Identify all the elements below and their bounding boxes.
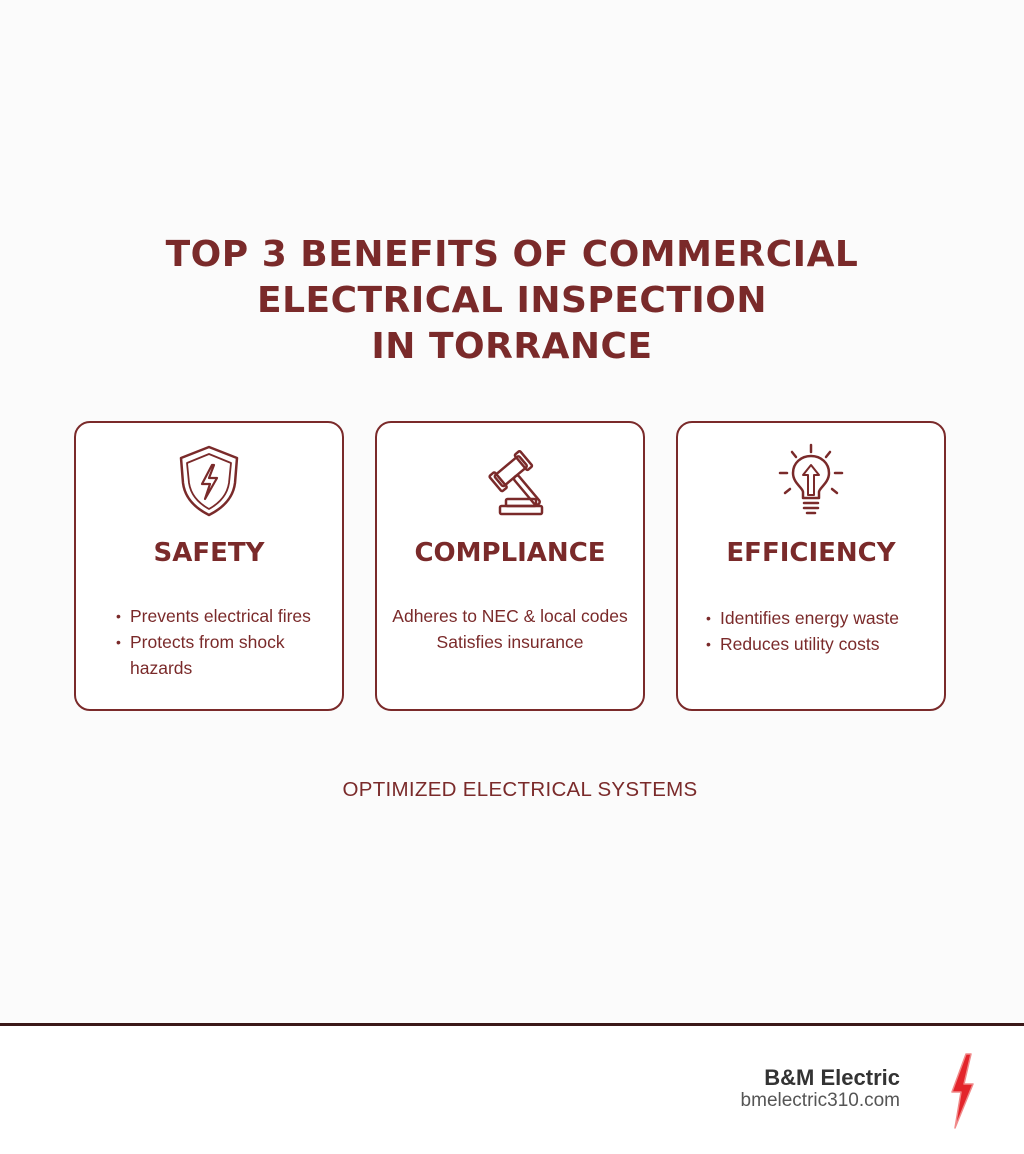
card-heading-safety: SAFETY [153,538,265,568]
lightning-bolt-icon [946,1052,978,1130]
list-item: • Protects from shock hazards [116,629,326,681]
benefit-card-efficiency [676,421,946,711]
card-heading-efficiency: EFFICIENCY [726,538,896,568]
title-line-3: IN TORRANCE [371,326,653,368]
list-item: • Prevents electrical fires [116,603,326,629]
card-heading-compliance: COMPLIANCE [414,538,606,568]
compliance-benefits-list [377,603,643,655]
shield-lightning-icon [169,443,249,521]
list-item: • Identifies energy waste [706,605,926,631]
brand-url: bmelectric310.com [740,1090,900,1111]
footer [0,1026,1024,1154]
lightbulb-arrow-icon [771,443,851,521]
list-item: Adheres to NEC & local codes [392,606,628,626]
gavel-icon [470,443,550,521]
title-line-1: TOP 3 BENEFITS OF COMMERCIAL [165,234,859,276]
benefit-card-compliance [375,421,645,711]
list-item: • Reduces utility costs [706,631,926,657]
safety-benefits-list [116,603,326,681]
brand-name: B&M Electric [764,1065,900,1090]
tagline: OPTIMIZED ELECTRICAL SYSTEMS [342,778,698,801]
title-line-2: ELECTRICAL INSPECTION [257,280,767,322]
list-item: Satisfies insurance [436,632,584,652]
page-title [0,232,1024,370]
efficiency-benefits-list [706,605,926,657]
benefit-card-safety [74,421,344,711]
